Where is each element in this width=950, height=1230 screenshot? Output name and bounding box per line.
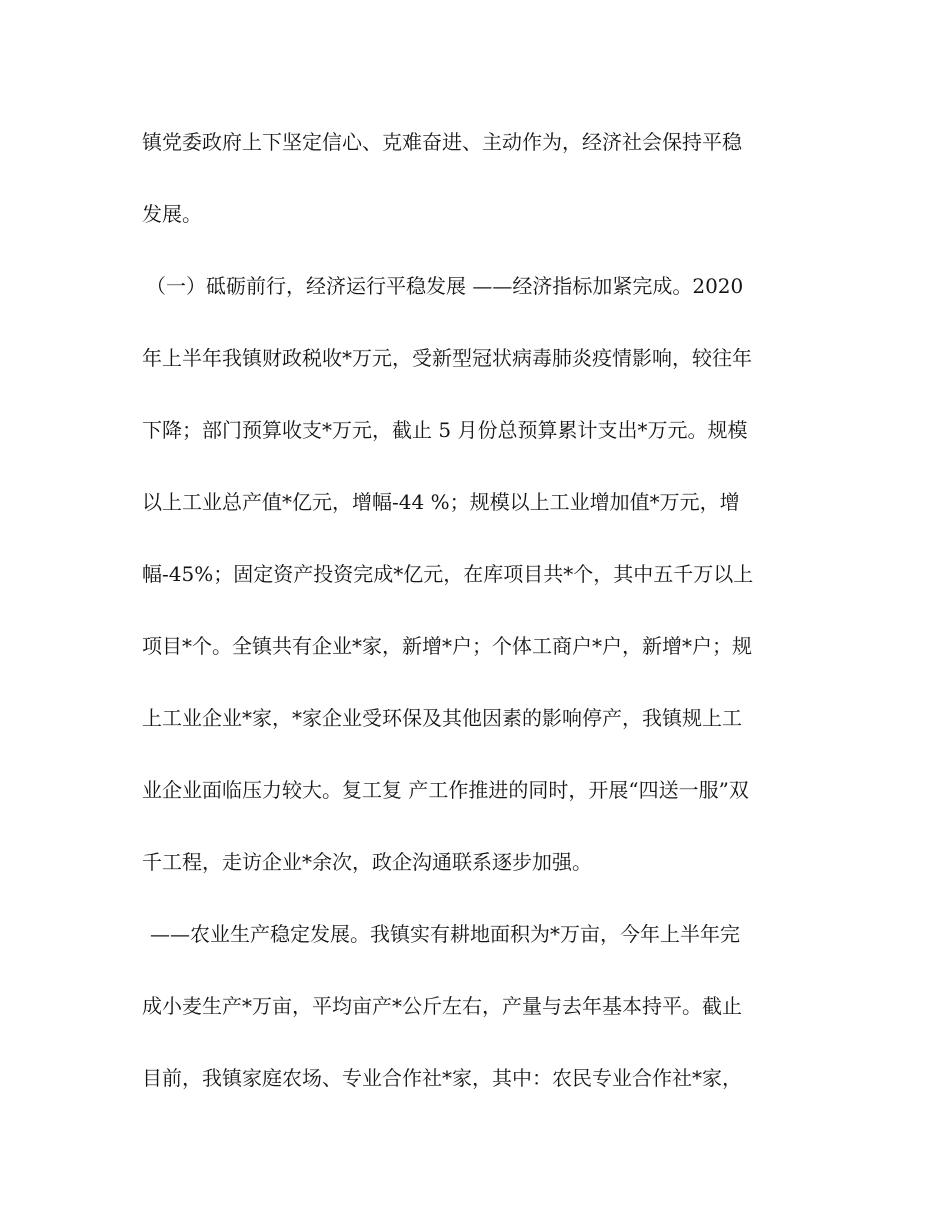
- text-line: 千工程，走访企业*余次，政企沟通联系逐步加强。: [142, 850, 592, 874]
- text-line: 下降；部门预算收支*万元，截止 5 月份总预算累计支出*万元。规模: [142, 418, 748, 442]
- section-heading-line: （一）砥砺前行，经济运行平稳发展 ——经济指标加紧完成。2020: [146, 274, 744, 298]
- subsection-line: ——农业生产稳定发展。我镇实有耕地面积为*万亩，今年上半年完: [150, 922, 740, 946]
- text-line: 发展。: [142, 202, 202, 226]
- text-line: 项目*个。全镇共有企业*家，新增*户；个体工商户*户，新增*户；规: [142, 634, 752, 658]
- text-line: 年上半年我镇财政税收*万元，受新型冠状病毒肺炎疫情影响，较往年: [142, 346, 752, 370]
- text-line: 镇党委政府上下坚定信心、克难奋进、主动作为，经济社会保持平稳: [142, 130, 742, 154]
- text-line: 以上工业总产值*亿元，增幅-44 %；规模以上工业增加值*万元，增: [142, 490, 740, 514]
- text-line: 业企业面临压力较大。复工复 产工作推进的同时，开展“四送一服”双: [142, 778, 749, 802]
- text-line: 成小麦生产*万亩，平均亩产*公斤左右，产量与去年基本持平。截止: [142, 994, 742, 1018]
- text-line: 幅-45%；固定资产投资完成*亿元，在库项目共*个，其中五千万以上: [142, 562, 754, 586]
- text-line: 上工业企业*家，*家企业受环保及其他因素的影响停产，我镇规上工: [142, 706, 742, 730]
- text-line: 目前，我镇家庭农场、专业合作社*家，其中：农民专业合作社*家，: [142, 1066, 742, 1090]
